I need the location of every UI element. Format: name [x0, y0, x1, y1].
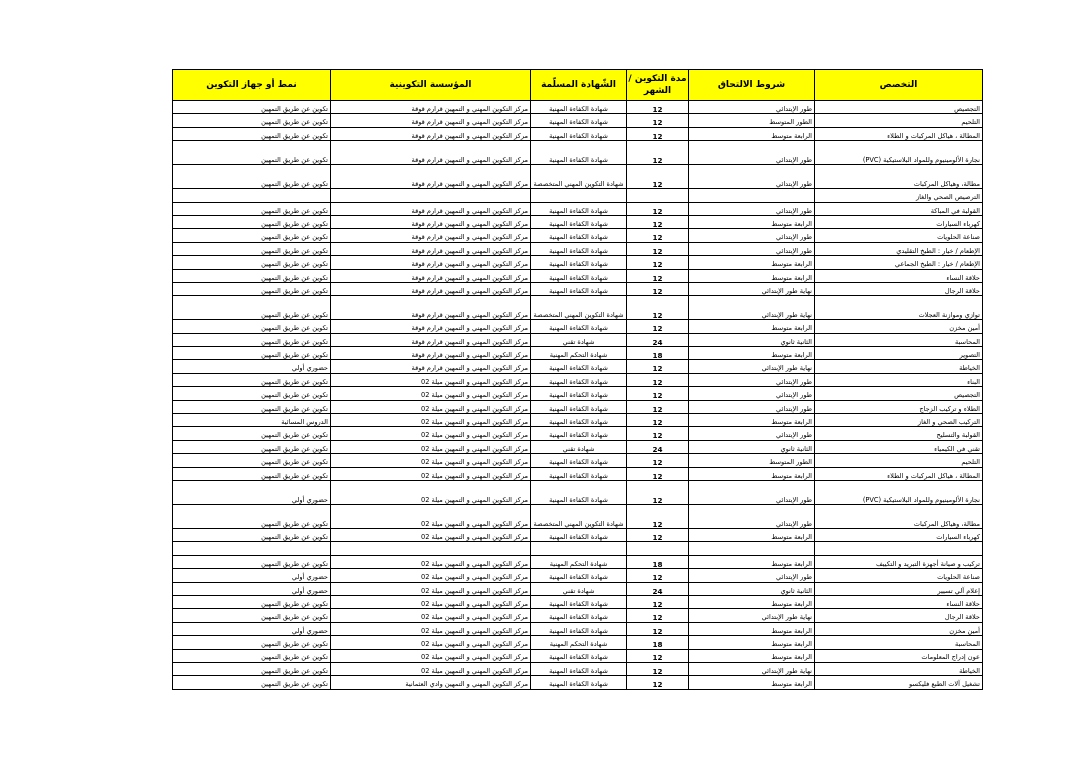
cell-specialty: الطلاء و تركيب الزجاج — [815, 400, 983, 413]
cell-institution: مركز التكوين المهني و التمهين ميلة 02 — [331, 400, 531, 413]
table-row — [173, 141, 983, 165]
cell-conditions: نهاية طور الإبتدائي — [689, 296, 815, 320]
cell-mode: تكوين عن طريق التمهين — [173, 387, 331, 400]
cell-mode: حضوري أولي — [173, 569, 331, 582]
cell-mode: تكوين عن طريق التمهين — [173, 114, 331, 127]
cell-duration: 12 — [627, 282, 689, 295]
cell-institution: مركز التكوين المهني و التمهين قرارم قوقة — [331, 333, 531, 346]
cell-duration: 12 — [627, 427, 689, 440]
table-row — [173, 676, 983, 689]
cell-specialty: نجارة الألومينيوم وللمواد البلاستيكية (PVC) — [815, 141, 983, 165]
cell-mode: تكوين عن طريق التمهين — [173, 333, 331, 346]
cell-specialty: القولبة في المباكة — [815, 202, 983, 215]
cell-mode: تكوين عن طريق التمهين — [173, 662, 331, 675]
cell-specialty: أمين مخزن — [815, 622, 983, 635]
cell-conditions: طور الإبتدائي — [689, 427, 815, 440]
cell-conditions: طور الإبتدائي — [689, 229, 815, 242]
table-row — [173, 542, 983, 555]
cell-mode: تكوين عن طريق التمهين — [173, 127, 331, 140]
cell-duration: 12 — [627, 215, 689, 228]
cell-specialty: الخياطة — [815, 662, 983, 675]
cell-duration: 12 — [627, 141, 689, 165]
cell-institution: مركز التكوين المهني و التمهين قرارم قوقة — [331, 101, 531, 114]
cell-conditions: الرابعة متوسط — [689, 347, 815, 360]
table-row — [173, 282, 983, 295]
cell-conditions: الرابعة متوسط — [689, 414, 815, 427]
cell-certificate: شهادة الكفاءة المهنية — [531, 427, 627, 440]
cell-duration: 12 — [627, 165, 689, 189]
table-row — [173, 347, 983, 360]
table-row — [173, 609, 983, 622]
cell-conditions: الرابعة متوسط — [689, 467, 815, 480]
cell-duration — [627, 189, 689, 202]
table-row — [173, 360, 983, 373]
table-row — [173, 414, 983, 427]
table-header-row — [173, 70, 983, 101]
cell-specialty: المحاسبة — [815, 636, 983, 649]
table-row — [173, 400, 983, 413]
cell-conditions: الرابعة متوسط — [689, 622, 815, 635]
cell-certificate: شهادة الكفاءة المهنية — [531, 387, 627, 400]
cell-institution: مركز التكوين المهني و التمهين قرارم قوقة — [331, 256, 531, 269]
cell-certificate: شهادة الكفاءة المهنية — [531, 400, 627, 413]
cell-conditions: طور الإبتدائي — [689, 504, 815, 528]
cell-certificate: شهادة التكوين المهني المتخصصة — [531, 504, 627, 528]
cell-mode: تكوين عن طريق التمهين — [173, 373, 331, 386]
cell-conditions: الرابعة متوسط — [689, 636, 815, 649]
cell-certificate: شهادة الكفاءة المهنية — [531, 269, 627, 282]
cell-institution: مركز التكوين المهني و التمهين ميلة 02 — [331, 555, 531, 568]
header-institution: المؤسسة التكوينية — [331, 70, 531, 101]
cell-mode: تكوين عن طريق التمهين — [173, 202, 331, 215]
cell-specialty: تقني في الكيمياء — [815, 440, 983, 453]
cell-certificate: شهادة التحكم المهنية — [531, 555, 627, 568]
cell-conditions: الطور المتوسط — [689, 114, 815, 127]
cell-certificate: شهادة الكفاءة المهنية — [531, 676, 627, 689]
cell-institution: مركز التكوين المهني و التمهين ميلة 02 — [331, 467, 531, 480]
cell-duration: 12 — [627, 242, 689, 255]
cell-institution: مركز التكوين المهني و التمهين قرارم قوقة — [331, 347, 531, 360]
cell-conditions: طور الإبتدائي — [689, 141, 815, 165]
cell-mode: تكوين عن طريق التمهين — [173, 427, 331, 440]
cell-duration: 12 — [627, 114, 689, 127]
cell-duration: 12 — [627, 649, 689, 662]
cell-mode: تكوين عن طريق التمهين — [173, 467, 331, 480]
cell-conditions: طور الإبتدائي — [689, 373, 815, 386]
cell-mode: تكوين عن طريق التمهين — [173, 229, 331, 242]
cell-certificate: شهادة الكفاءة المهنية — [531, 662, 627, 675]
cell-specialty: صناعة الحلويات — [815, 229, 983, 242]
table-row — [173, 333, 983, 346]
cell-specialty: التلحيم — [815, 454, 983, 467]
cell-certificate: شهادة تقني — [531, 333, 627, 346]
cell-institution: مركز التكوين المهني و التمهين قرارم قوقة — [331, 202, 531, 215]
cell-institution: مركز التكوين المهني و التمهين قرارم قوقة — [331, 114, 531, 127]
cell-conditions: طور الإبتدائي — [689, 387, 815, 400]
table-row — [173, 387, 983, 400]
table-row — [173, 215, 983, 228]
cell-duration: 12 — [627, 595, 689, 608]
cell-institution: مركز التكوين المهني و التمهين ميلة 02 — [331, 528, 531, 541]
table-row — [173, 373, 983, 386]
cell-specialty: الإطعام / خيار : الطبخ الجماعي — [815, 256, 983, 269]
header-duration: مدة التكوين /الشهر — [627, 70, 689, 101]
cell-institution: مركز التكوين المهني و التمهين ميلة 02 — [331, 387, 531, 400]
cell-certificate: شهادة الكفاءة المهنية — [531, 141, 627, 165]
cell-specialty: مطالة، وهياكل المركبات — [815, 504, 983, 528]
cell-mode — [173, 189, 331, 202]
cell-institution: مركز التكوين المهني و التمهين ميلة 02 — [331, 504, 531, 528]
cell-certificate: شهادة الكفاءة المهنية — [531, 320, 627, 333]
cell-mode: تكوين عن طريق التمهين — [173, 649, 331, 662]
cell-specialty: عون إدراج المعلومات — [815, 649, 983, 662]
cell-conditions: نهاية طور الإبتدائي — [689, 360, 815, 373]
cell-duration: 12 — [627, 256, 689, 269]
cell-duration: 12 — [627, 480, 689, 504]
table-row — [173, 480, 983, 504]
table-row — [173, 454, 983, 467]
cell-duration: 12 — [627, 676, 689, 689]
table-row — [173, 649, 983, 662]
cell-institution: مركز التكوين المهني و التمهين قرارم قوقة — [331, 296, 531, 320]
cell-duration: 12 — [627, 387, 689, 400]
cell-specialty: الترصيص الصحي والغاز — [815, 189, 983, 202]
cell-specialty: البناء — [815, 373, 983, 386]
cell-conditions: طور الإبتدائي — [689, 400, 815, 413]
cell-certificate: شهادة التحكم المهنية — [531, 636, 627, 649]
cell-certificate: شهادة الكفاءة المهنية — [531, 622, 627, 635]
cell-duration: 12 — [627, 373, 689, 386]
training-table-sheet — [172, 69, 982, 690]
table-row — [173, 636, 983, 649]
cell-conditions: الرابعة متوسط — [689, 215, 815, 228]
table-row — [173, 242, 983, 255]
cell-duration: 12 — [627, 609, 689, 622]
cell-certificate: شهادة الكفاءة المهنية — [531, 114, 627, 127]
cell-conditions: طور الإبتدائي — [689, 480, 815, 504]
cell-duration — [627, 542, 689, 555]
cell-institution: مركز التكوين المهني و التمهين ميلة 02 — [331, 480, 531, 504]
cell-conditions: طور الإبتدائي — [689, 202, 815, 215]
cell-certificate: شهادة الكفاءة المهنية — [531, 256, 627, 269]
cell-specialty: حلاقة النساء — [815, 269, 983, 282]
cell-certificate: شهادة الكفاءة المهنية — [531, 609, 627, 622]
cell-institution: مركز التكوين المهني و التمهين ميلة 02 — [331, 569, 531, 582]
cell-specialty: التركيب الصحي و الغاز — [815, 414, 983, 427]
cell-specialty: التجصيص — [815, 387, 983, 400]
cell-certificate: شهادة الكفاءة المهنية — [531, 649, 627, 662]
cell-certificate: شهادة التحكم المهنية — [531, 347, 627, 360]
cell-institution: مركز التكوين المهني و التمهين ميلة 02 — [331, 636, 531, 649]
cell-specialty: كهرباء السيارات — [815, 528, 983, 541]
cell-mode: تكوين عن طريق التمهين — [173, 595, 331, 608]
cell-duration: 12 — [627, 296, 689, 320]
cell-institution: مركز التكوين المهني و التمهين ميلة 02 — [331, 649, 531, 662]
cell-conditions: الرابعة متوسط — [689, 555, 815, 568]
cell-specialty: الخياطة — [815, 360, 983, 373]
cell-certificate: شهادة الكفاءة المهنية — [531, 242, 627, 255]
cell-duration: 24 — [627, 582, 689, 595]
cell-conditions: الرابعة متوسط — [689, 256, 815, 269]
cell-certificate: شهادة الكفاءة المهنية — [531, 360, 627, 373]
cell-specialty: توازي وموازنة العجلات — [815, 296, 983, 320]
cell-specialty: نجارة الألومينيوم وللمواد البلاستيكية (PVC) — [815, 480, 983, 504]
cell-mode: تكوين عن طريق التمهين — [173, 347, 331, 360]
cell-duration: 12 — [627, 504, 689, 528]
cell-certificate: شهادة الكفاءة المهنية — [531, 595, 627, 608]
table-body — [173, 101, 983, 690]
cell-institution: مركز التكوين المهني و التمهين ميلة 02 — [331, 454, 531, 467]
cell-mode: تكوين عن طريق التمهين — [173, 320, 331, 333]
table-row — [173, 101, 983, 114]
cell-specialty: صناعة الحلويات — [815, 569, 983, 582]
cell-conditions: طور الإبتدائي — [689, 242, 815, 255]
cell-institution: مركز التكوين المهني و التمهين قرارم قوقة — [331, 127, 531, 140]
cell-mode: تكوين عن طريق التمهين — [173, 636, 331, 649]
table-row — [173, 189, 983, 202]
cell-institution: مركز التكوين المهني و التمهين قرارم قوقة — [331, 282, 531, 295]
cell-mode: تكوين عن طريق التمهين — [173, 296, 331, 320]
cell-conditions: الرابعة متوسط — [689, 320, 815, 333]
cell-certificate: شهادة تقني — [531, 440, 627, 453]
cell-mode: تكوين عن طريق التمهين — [173, 141, 331, 165]
cell-institution: مركز التكوين المهني و التمهين قرارم قوقة — [331, 229, 531, 242]
cell-certificate: شهادة الكفاءة المهنية — [531, 202, 627, 215]
cell-duration: 24 — [627, 440, 689, 453]
cell-certificate: شهادة الكفاءة المهنية — [531, 229, 627, 242]
cell-institution: مركز التكوين المهني و التمهين وادي العثمانية — [331, 676, 531, 689]
cell-mode: الدروس المسائية — [173, 414, 331, 427]
cell-mode: تكوين عن طريق التمهين — [173, 269, 331, 282]
cell-duration: 12 — [627, 320, 689, 333]
table-row — [173, 269, 983, 282]
table-row — [173, 427, 983, 440]
cell-specialty: أمين مخزن — [815, 320, 983, 333]
cell-conditions: الثانية ثانوي — [689, 333, 815, 346]
table-row — [173, 256, 983, 269]
table-row — [173, 114, 983, 127]
cell-certificate: شهادة الكفاءة المهنية — [531, 480, 627, 504]
cell-mode: تكوين عن طريق التمهين — [173, 242, 331, 255]
cell-institution: مركز التكوين المهني و التمهين ميلة 02 — [331, 427, 531, 440]
cell-mode: تكوين عن طريق التمهين — [173, 676, 331, 689]
cell-conditions: الرابعة متوسط — [689, 528, 815, 541]
cell-institution — [331, 542, 531, 555]
cell-mode: حضوري أولي — [173, 360, 331, 373]
cell-mode: حضوري أولي — [173, 582, 331, 595]
cell-duration: 12 — [627, 202, 689, 215]
cell-duration: 12 — [627, 101, 689, 114]
cell-institution: مركز التكوين المهني و التمهين ميلة 02 — [331, 622, 531, 635]
cell-institution: مركز التكوين المهني و التمهين قرارم قوقة — [331, 242, 531, 255]
cell-duration: 12 — [627, 400, 689, 413]
cell-institution: مركز التكوين المهني و التمهين ميلة 02 — [331, 414, 531, 427]
cell-institution: مركز التكوين المهني و التمهين ميلة 02 — [331, 595, 531, 608]
table-row — [173, 202, 983, 215]
training-table — [172, 69, 983, 690]
cell-mode: تكوين عن طريق التمهين — [173, 504, 331, 528]
cell-certificate: شهادة الكفاءة المهنية — [531, 569, 627, 582]
table-row — [173, 622, 983, 635]
cell-specialty: حلاقة الرجال — [815, 609, 983, 622]
cell-duration: 12 — [627, 622, 689, 635]
cell-certificate: شهادة الكفاءة المهنية — [531, 528, 627, 541]
cell-duration: 18 — [627, 347, 689, 360]
cell-certificate — [531, 542, 627, 555]
cell-conditions: طور الإبتدائي — [689, 165, 815, 189]
cell-duration: 18 — [627, 555, 689, 568]
cell-duration: 12 — [627, 360, 689, 373]
cell-mode: تكوين عن طريق التمهين — [173, 215, 331, 228]
cell-conditions: الثانية ثانوي — [689, 440, 815, 453]
table-row — [173, 440, 983, 453]
cell-certificate: شهادة التكوين المهني المتخصصة — [531, 296, 627, 320]
cell-duration: 12 — [627, 454, 689, 467]
cell-mode — [173, 542, 331, 555]
table-row — [173, 467, 983, 480]
cell-specialty: التلحيم — [815, 114, 983, 127]
cell-mode: تكوين عن طريق التمهين — [173, 609, 331, 622]
cell-mode: تكوين عن طريق التمهين — [173, 101, 331, 114]
cell-institution: مركز التكوين المهني و التمهين ميلة 02 — [331, 582, 531, 595]
cell-institution: مركز التكوين المهني و التمهين ميلة 02 — [331, 373, 531, 386]
cell-conditions: طور الإبتدائي — [689, 101, 815, 114]
table-row — [173, 320, 983, 333]
cell-conditions: نهاية طور الإبتدائي — [689, 609, 815, 622]
cell-conditions: الرابعة متوسط — [689, 676, 815, 689]
cell-institution: مركز التكوين المهني و التمهين ميلة 02 — [331, 662, 531, 675]
cell-mode: تكوين عن طريق التمهين — [173, 282, 331, 295]
table-row — [173, 582, 983, 595]
cell-specialty: التجصيص — [815, 101, 983, 114]
cell-institution — [331, 189, 531, 202]
cell-mode: تكوين عن طريق التمهين — [173, 454, 331, 467]
cell-specialty: التصوير — [815, 347, 983, 360]
table-row — [173, 229, 983, 242]
cell-conditions — [689, 542, 815, 555]
cell-conditions: الثانية ثانوي — [689, 582, 815, 595]
cell-institution: مركز التكوين المهني و التمهين ميلة 02 — [331, 440, 531, 453]
cell-duration: 12 — [627, 528, 689, 541]
cell-institution: مركز التكوين المهني و التمهين قرارم قوقة — [331, 165, 531, 189]
cell-specialty: إعلام آلي تسيير — [815, 582, 983, 595]
cell-certificate: شهادة الكفاءة المهنية — [531, 467, 627, 480]
cell-institution: مركز التكوين المهني و التمهين ميلة 02 — [331, 609, 531, 622]
cell-duration: 12 — [627, 467, 689, 480]
cell-specialty: حلاقة الرجال — [815, 282, 983, 295]
cell-duration: 12 — [627, 127, 689, 140]
cell-institution: مركز التكوين المهني و التمهين قرارم قوقة — [331, 360, 531, 373]
cell-conditions: الرابعة متوسط — [689, 595, 815, 608]
table-row — [173, 504, 983, 528]
table-row — [173, 165, 983, 189]
cell-specialty: المطالة ، هياكل المركبات و الطلاء — [815, 127, 983, 140]
cell-duration: 12 — [627, 269, 689, 282]
cell-institution: مركز التكوين المهني و التمهين قرارم قوقة — [331, 269, 531, 282]
cell-conditions: طور الإبتدائي — [689, 569, 815, 582]
cell-certificate: شهادة الكفاءة المهنية — [531, 454, 627, 467]
cell-mode: تكوين عن طريق التمهين — [173, 165, 331, 189]
table-row — [173, 528, 983, 541]
cell-mode: تكوين عن طريق التمهين — [173, 256, 331, 269]
cell-duration: 12 — [627, 662, 689, 675]
cell-mode: تكوين عن طريق التمهين — [173, 400, 331, 413]
cell-mode: حضوري أولي — [173, 480, 331, 504]
cell-mode: حضوري أولي — [173, 622, 331, 635]
cell-certificate — [531, 189, 627, 202]
cell-conditions: الطور المتوسط — [689, 454, 815, 467]
cell-specialty — [815, 542, 983, 555]
cell-mode: تكوين عن طريق التمهين — [173, 555, 331, 568]
cell-certificate: شهادة الكفاءة المهنية — [531, 282, 627, 295]
cell-institution: مركز التكوين المهني و التمهين قرارم قوقة — [331, 215, 531, 228]
cell-duration: 12 — [627, 569, 689, 582]
header-certificate: الشّهادة المسلّمة — [531, 70, 627, 101]
cell-certificate: شهادة الكفاءة المهنية — [531, 127, 627, 140]
cell-conditions — [689, 189, 815, 202]
cell-certificate: شهادة الكفاءة المهنية — [531, 373, 627, 386]
cell-conditions: الرابعة متوسط — [689, 127, 815, 140]
cell-conditions: الرابعة متوسط — [689, 649, 815, 662]
table-row — [173, 127, 983, 140]
cell-conditions: نهاية طور الإبتدائي — [689, 662, 815, 675]
cell-specialty: الإطعام / خيار : الطبخ التقليدي — [815, 242, 983, 255]
cell-specialty: القولبة والتسليح — [815, 427, 983, 440]
cell-mode: تكوين عن طريق التمهين — [173, 528, 331, 541]
table-row — [173, 569, 983, 582]
table-row — [173, 555, 983, 568]
header-conditions: شروط الالتحاق — [689, 70, 815, 101]
cell-specialty: كهرباء السيارات — [815, 215, 983, 228]
cell-institution: مركز التكوين المهني و التمهين قرارم قوقة — [331, 141, 531, 165]
cell-specialty: مطالة، وهياكل المركبات — [815, 165, 983, 189]
cell-mode: تكوين عن طريق التمهين — [173, 440, 331, 453]
cell-certificate: شهادة الكفاءة المهنية — [531, 414, 627, 427]
cell-specialty: المطالة ، هياكل المركبات و الطلاء — [815, 467, 983, 480]
cell-duration: 24 — [627, 333, 689, 346]
table-row — [173, 296, 983, 320]
cell-duration: 12 — [627, 229, 689, 242]
cell-conditions: نهاية طور الإبتدائي — [689, 282, 815, 295]
table-row — [173, 595, 983, 608]
cell-duration: 18 — [627, 636, 689, 649]
cell-duration: 12 — [627, 414, 689, 427]
cell-specialty: حلاقة النساء — [815, 595, 983, 608]
header-specialty: التخصص — [815, 70, 983, 101]
table-row — [173, 662, 983, 675]
cell-certificate: شهادة تقني — [531, 582, 627, 595]
cell-specialty: تشغيل آلات الطبع فليكسو — [815, 676, 983, 689]
header-mode: نمط أو جهاز التكوين — [173, 70, 331, 101]
cell-conditions: الرابعة متوسط — [689, 269, 815, 282]
cell-institution: مركز التكوين المهني و التمهين قرارم قوقة — [331, 320, 531, 333]
cell-certificate: شهادة الكفاءة المهنية — [531, 101, 627, 114]
cell-certificate: شهادة التكوين المهني المتخصصة — [531, 165, 627, 189]
cell-specialty: تركيب و صيانة أجهزة التبريد و التكييف — [815, 555, 983, 568]
cell-certificate: شهادة الكفاءة المهنية — [531, 215, 627, 228]
cell-specialty: المحاسبة — [815, 333, 983, 346]
